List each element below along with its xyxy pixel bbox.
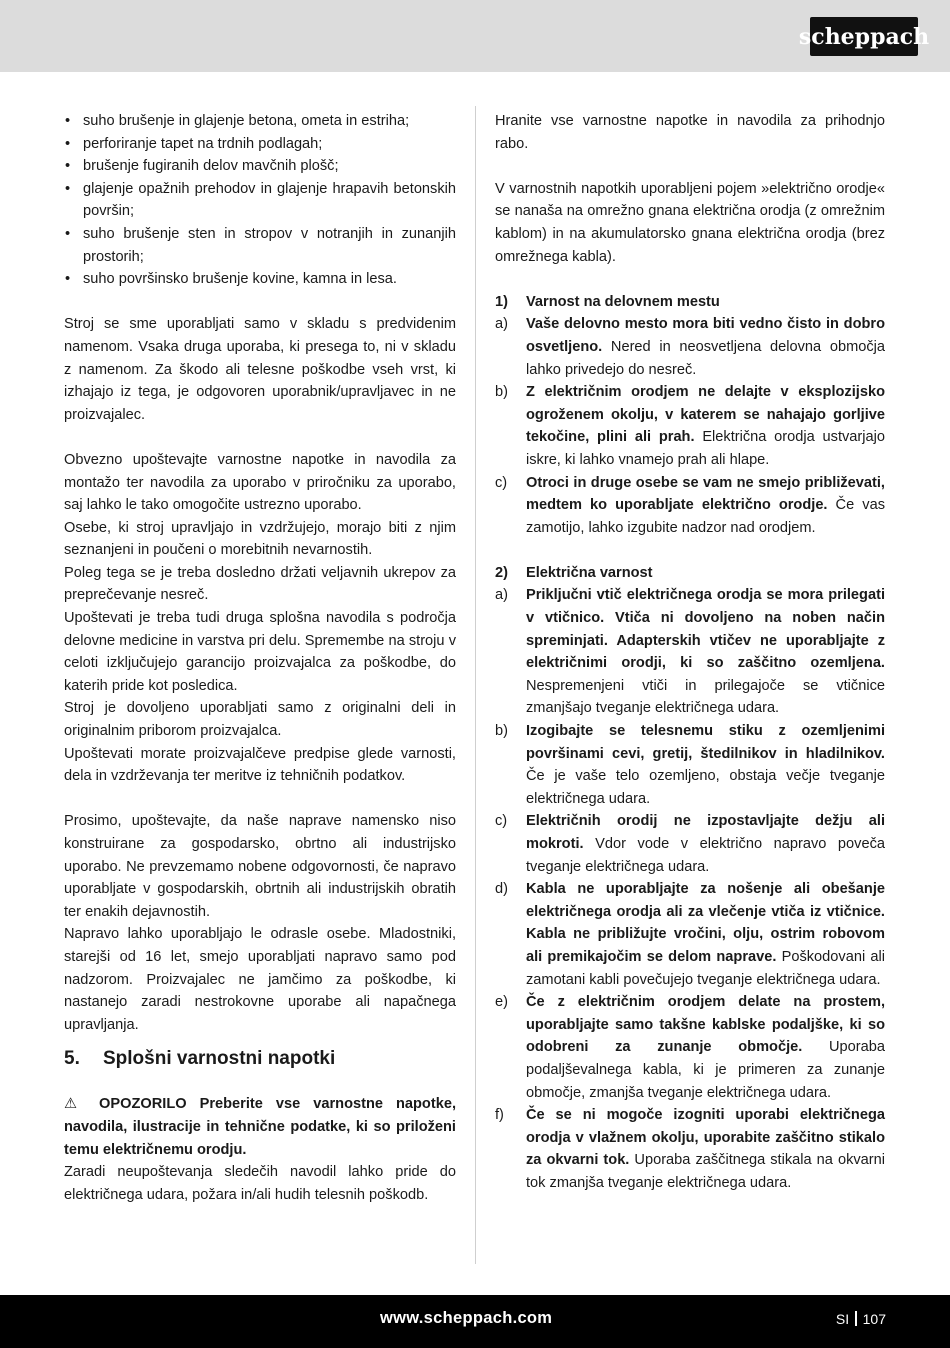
brand-logo: scheppach (810, 17, 918, 56)
list-item (495, 720, 885, 810)
item-bold-text: Priključni vtič električnega orodja se mora prilegati v vtičnico. Vtiča ni dovoljeno na noben način spreminjati. Adapterskih vtičev ne uporabljajte z električnimi orodji, ki so zaščitno ozemljena. (526, 587, 885, 672)
item-label: b) (495, 723, 508, 740)
list-item (495, 1104, 885, 1194)
item-label: d) (495, 881, 508, 898)
warning-notice (64, 1093, 456, 1161)
list-item (495, 810, 885, 878)
section-title: Splošni varnostni napotki (103, 1048, 336, 1070)
list-item: • glajenje opažnih prehodov in glajenje hrapavih betonskih površin; (64, 178, 456, 223)
item-bold-text: Otroci in druge osebe se vam ne smejo približevati, medtem ko uporabljate električno orodje. (526, 474, 885, 514)
subsection-number: 1) (495, 293, 508, 310)
list-item: • perforiranje tapet na trdnih podlagah; (64, 133, 456, 156)
website-link[interactable]: www.scheppach.com (380, 1309, 553, 1327)
paragraph: Hranite vse varnostne napotke in navodila za prihodnjo rabo. (495, 113, 885, 152)
column-divider (475, 106, 476, 1264)
list-item (495, 313, 885, 381)
item-bold-text: Električnih orodij ne izpostavljajte dežju ali mokroti. (526, 813, 885, 852)
paragraph: Poleg tega se je treba dosledno držati veljavnih ukrepov za preprečevanje nesreč. (64, 564, 456, 604)
right-column (495, 110, 885, 1195)
item-label: b) (495, 384, 508, 401)
page-indicator (836, 1311, 886, 1327)
page-separator (855, 1311, 857, 1326)
item-bold-text: Z električnim orodjem ne delajte v eksplozijsko ogroženem okolju, v katerem se nahajajo gorljive tekočine, plini ali prah. (526, 384, 885, 446)
paragraph: Prosimo, upoštevajte, da naše naprave namensko niso konstruirane za gospodarsko, obrtno ali industrijsko uporabo. Ne prevzemamo nobene odgovornosti, če napravo uporabljate v gospodarskih, obrtnih ali industrijskih obratih ter enakih dejavnostih. (64, 813, 456, 920)
subsection-title: Varnost na delovnem mestu (526, 293, 720, 310)
list-item (495, 381, 885, 471)
list-item: • brušenje fugiranih delov mavčnih plošč; (64, 155, 456, 178)
list-item: • suho brušenje in glajenje betona, ometa in estriha; (64, 110, 456, 133)
list-item (495, 584, 885, 720)
list-item (495, 878, 885, 991)
warning-icon: ⚠ (64, 1096, 87, 1113)
footer-bar (0, 1295, 950, 1348)
item-label: a) (495, 316, 508, 333)
item-text: Električna orodja ustvarjajo iskre, ki lahko vnamejo prah ali hlape. (526, 429, 885, 468)
left-column (64, 110, 456, 1206)
subsection-number: 2) (495, 564, 508, 581)
paragraph: Napravo lahko uporabljajo le odrasle osebe. Mladostniki, starejši od 16 let, smejo uporabljati napravo samo pod nadzorom. Proizvajalec ne jamčimo za poškodbe, ki nastanejo zaradi nestrokovne uporabe ali napačnega upravljanja. (64, 926, 456, 1033)
list-item (495, 472, 885, 540)
paragraph: Obvezno upoštevajte varnostne napotke in navodila za montažo ter navodila za uporabo v priročniku za uporabo, saj lahko le tako omogočite ustrezno uporabo. (64, 451, 456, 514)
list-item: • suho brušenje sten in stropov v notranjih in zunanjih prostorih; (64, 223, 456, 268)
list-item (495, 991, 885, 1104)
section-number: 5. (64, 1048, 80, 1070)
item-bold-text: Če z električnim orodjem delate na prostem, uporabljajte samo takšne kablske podaljške, ki so odobreni za zunanje območje. (526, 994, 885, 1056)
item-text: Nespremenjeni vtiči in prilegajoče se vtičnice zmanjšajo tveganje električnega udara. (526, 677, 885, 717)
item-bold-text: Vaše delovno mesto mora biti vedno čisto in dobro osvetljeno. (526, 316, 885, 355)
item-text: Če vas zamotijo, lahko izgubite nadzor nad orodjem. (526, 497, 885, 536)
item-label: c) (495, 474, 508, 491)
header-bar (0, 0, 950, 72)
paragraph: Upoštevati morate proizvajalčeve predpise glede varnosti, dela in vzdrževanja ter meritve iz tehničnih podatkov. (64, 745, 456, 785)
item-text: Vdor vode v električno napravo poveča tveganje električnega udara. (526, 836, 885, 875)
item-bold-text: Izogibajte se telesnemu stiku z ozemljenimi površinami cevi, gretij, štedilnikov in hladilnikov. (526, 723, 885, 762)
paragraph: Osebe, ki stroj upravljajo in vzdržujejo, morajo biti z njim seznanjeni in poučeni o morebitnih nevarnostih. (64, 519, 456, 559)
warning-text: Zaradi neupoštevanja sledečih navodil lahko pride do električnega udara, požara in/ali hudih telesnih poškodb. (64, 1164, 456, 1203)
item-text: Poškodovani ali zamotani kabli povečujejo tveganje električnega udara. (526, 948, 885, 988)
subsection-heading (495, 291, 885, 314)
item-text: Če je vaše telo ozemljeno, obstaja večje tveganje električnega udara. (526, 768, 885, 807)
language-code: SI (835, 1311, 850, 1327)
list-item: • suho površinsko brušenje kovine, kamna in lesa. (64, 268, 456, 291)
item-text: Uporaba zaščitnega stikala na okvarni tok zmanjša tveganje električnega udara. (526, 1152, 885, 1191)
section-heading (64, 1046, 456, 1072)
warning-bold-text: OPOZORILO Preberite vse varnostne napotke, navodila, ilustracije in tehnične podatke, ki so priloženi temu električnemu orodju. (64, 1096, 456, 1158)
item-label: a) (495, 587, 508, 604)
paragraph: V varnostnih napotkih uporabljeni pojem »električno orodje« se nanaša na omrežno gnana električna orodja (z omrežnim kablom) in na akumulatorsko gnana električna orodja (brez omrežnega kabla). (495, 180, 885, 265)
item-label: c) (495, 813, 508, 830)
paragraph: Upoštevati je treba tudi druga splošna navodila s področja delovne medicine in varstva pri delu. Spremembe na stroju v celoti izključujejo garancijo proizvajalca za poškodbe, do katerih pride kot posledica. (64, 610, 456, 694)
page-number: 107 (862, 1311, 886, 1327)
subsection-heading (495, 562, 885, 585)
item-bold-text: Kabla ne uporabljajte za nošenje ali obešanje električnega orodja ali za vlečenje vtiča iz vtičnice. Kabla ne približujte vročini, olju, ostrim robovom ali premikajočim se delom naprave. (526, 881, 885, 965)
item-label: f) (495, 1107, 504, 1124)
subsection-title: Električna varnost (526, 564, 653, 581)
item-label: e) (495, 994, 508, 1011)
intended-use-paragraph: Stroj se sme uporabljati samo v skladu s predvidenim namenom. Vsaka druga uporaba, ki presega to, ni v skladu z namenom. Za škodo ali telesne poškodbe vseh vrst, ki izhajajo iz tega, je odgovoren uporabnik/upravljavec in ne proizvajalec. (64, 316, 456, 423)
item-bold-text: Če se ni mogoče izogniti uporabi električnega orodja v vlažnem okolju, uporabite zaščitno stikalo za okvarni tok. (526, 1107, 885, 1169)
item-text: Nered in neosvetljena delovna območja lahko privedejo do nesreč. (526, 338, 885, 378)
paragraph: Stroj je dovoljeno uporabljati samo z originalni deli in originalnim priborom proizvajalca. (64, 700, 456, 740)
item-text: Uporaba podaljševalnega kabla, ki je primeren za zunanje območje, zmanjša tveganje električnega udara. (526, 1039, 885, 1101)
usage-list (64, 110, 456, 291)
